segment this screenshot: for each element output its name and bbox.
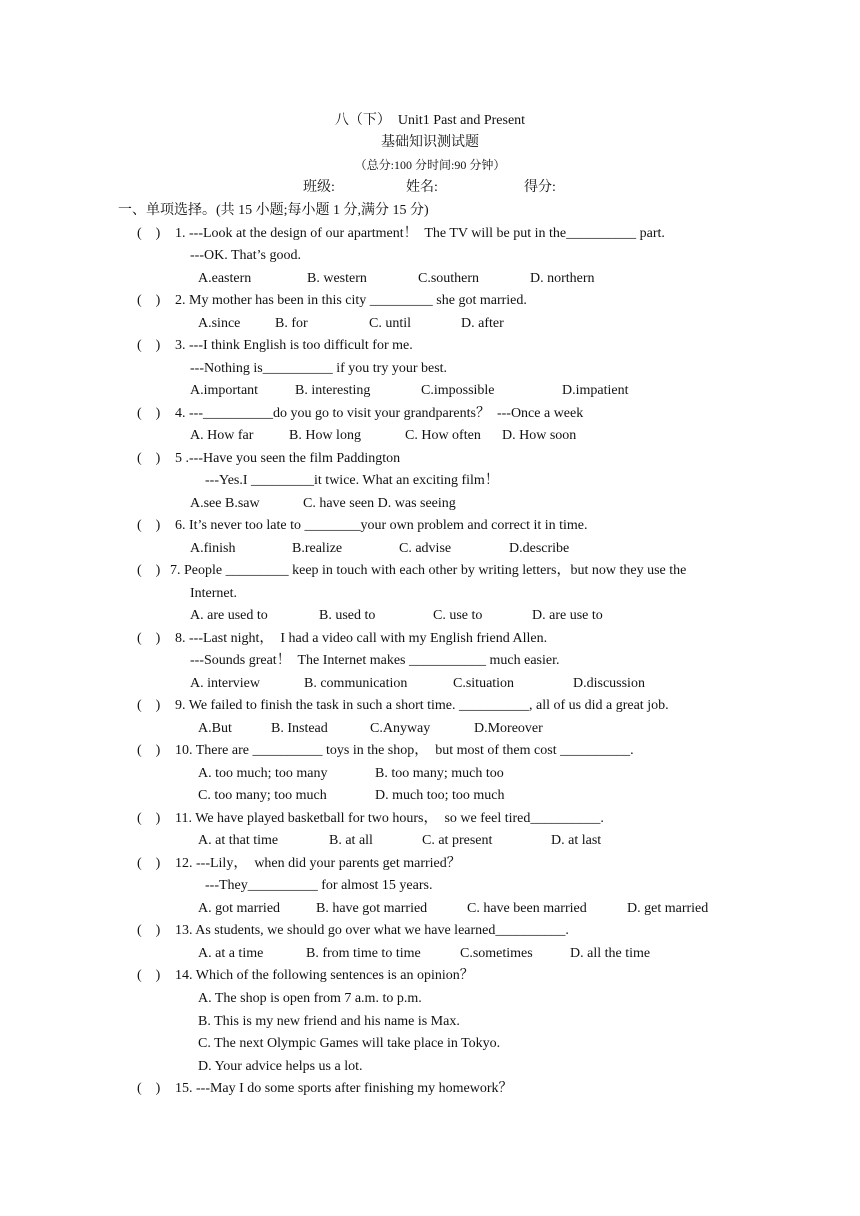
option: A. got married [198,901,281,916]
answer-bracket: ( ) [137,856,161,871]
answer-bracket: ( ) [137,518,161,533]
question-stem: 1. ---Look at the design of our apartment！ The TV will be put in the__________ part. [175,226,665,241]
option: A. are used to [190,608,268,623]
option: B. western [307,271,367,286]
option: A.since [198,316,241,331]
question-stem: 15. ---May I do some sports after finishing my homework？ [175,1081,513,1096]
answer-bracket: ( ) [137,811,161,826]
option: C.Anyway [370,721,431,736]
option: C.southern [418,271,480,286]
option: B. interesting [295,383,371,398]
question-sub: ---Yes.I _________it twice. What an exciting film！ [205,473,499,488]
answer-bracket: ( ) [137,1081,161,1096]
answer-bracket: ( ) [137,338,161,353]
question-stem: 6. It’s never too late to ________your own problem and correct it in time. [175,518,588,533]
question-stem: 14. Which of the following sentences is an opinion？ [175,968,474,983]
question-sub: ---Sounds great！ The Internet makes ___________ much easier. [190,653,560,668]
option: D.describe [509,541,570,556]
option: A.But [198,721,232,736]
option: A. How far [190,428,254,443]
option: D. all the time [570,946,651,961]
option: D. northern [530,271,595,286]
answer-bracket: ( ) [137,563,161,578]
question-stem: 8. ---Last night， I had a video call with my English friend Allen. [175,631,548,646]
question-stem: 3. ---I think English is too difficult for me. [175,338,413,353]
option: B. communication [304,676,408,691]
answer-bracket: ( ) [137,631,161,646]
option: A. interview [190,676,260,691]
answer-bracket: ( ) [137,923,161,938]
option: D. much too; too much [375,788,505,803]
answer-bracket: ( ) [137,968,161,983]
name-label: 姓名: [406,180,438,195]
question-stem: 9. We failed to finish the task in such a short time. __________, all of us did a great job. [175,698,669,713]
option: B. from time to time [306,946,421,961]
option: C. have been married [467,901,587,916]
score-time-note: （总分:100 分时间:90 分钟） [354,158,506,172]
option: C.impossible [421,383,495,398]
option: D.discussion [573,676,645,691]
option: C. too many; too much [198,788,327,803]
question-sub: ---Nothing is__________ if you try your best. [190,361,448,376]
option: C. until [369,316,412,331]
option: C. at present [422,833,493,848]
page-title: 八（下） Unit1 Past and Present [334,113,526,128]
option: C. How often [405,428,481,443]
answer-bracket: ( ) [137,698,161,713]
option: D. at last [551,833,602,848]
answer-bracket: ( ) [137,451,161,466]
option: D. after [461,316,504,331]
option: A.important [190,383,259,398]
option: B. at all [329,833,373,848]
question-sub: ---OK. That’s good. [190,248,301,263]
question-sub: Internet. [190,586,238,601]
option: A. at that time [198,833,279,848]
option: B. for [275,316,308,331]
option: B. too many; much too [375,766,504,781]
option: B. This is my new friend and his name is Max. [198,1014,460,1029]
option: B.realize [292,541,343,556]
option: B. Instead [271,721,328,736]
question-sub: ---They__________ for almost 15 years. [205,878,433,893]
answer-bracket: ( ) [137,226,161,241]
option: C. have seen D. was seeing [303,496,456,511]
question-stem: 10. There are __________ toys in the shop， but most of them cost __________. [175,743,634,758]
question-stem: 5 .---Have you seen the film Paddington [175,451,401,466]
option: D. How soon [502,428,577,443]
option: A.eastern [198,271,252,286]
option: D.Moreover [474,721,543,736]
option: C. The next Olympic Games will take place in Tokyo. [198,1036,501,1051]
option: A. at a time [198,946,264,961]
option: C. advise [399,541,452,556]
score-label: 得分: [524,180,556,195]
option: C.situation [453,676,515,691]
option: A.see B.saw [190,496,260,511]
page-subtitle: 基础知识测试题 [381,135,479,150]
option: C. use to [433,608,483,623]
option: A. The shop is open from 7 a.m. to p.m. [198,991,422,1006]
class-label: 班级: [303,180,335,195]
section-title: 一、单项选择。(共 15 小题;每小题 1 分,满分 15 分) [118,203,429,218]
question-stem: 7. People _________ keep in touch with each other by writing letters，but now they use the [170,563,687,578]
option: D. are use to [532,608,603,623]
option: A. too much; too many [198,766,328,781]
option: D. get married [627,901,709,916]
question-stem: 11. We have played basketball for two hours， so we feel tired__________. [175,811,604,826]
question-stem: 2. My mother has been in this city _________ she got married. [175,293,527,308]
answer-bracket: ( ) [137,406,161,421]
question-stem: 13. As students, we should go over what we have learned__________. [175,923,569,938]
question-stem: 4. ---__________do you go to visit your grandparents？ ---Once a week [175,406,584,421]
answer-bracket: ( ) [137,743,161,758]
option: B. have got married [316,901,428,916]
answer-bracket: ( ) [137,293,161,308]
question-stem: 12. ---Lily， when did your parents get married？ [175,856,461,871]
option: D. Your advice helps us a lot. [198,1059,363,1074]
option: C.sometimes [460,946,533,961]
option: B. used to [319,608,376,623]
option: B. How long [289,428,361,443]
option: A.finish [190,541,236,556]
option: D.impatient [562,383,629,398]
